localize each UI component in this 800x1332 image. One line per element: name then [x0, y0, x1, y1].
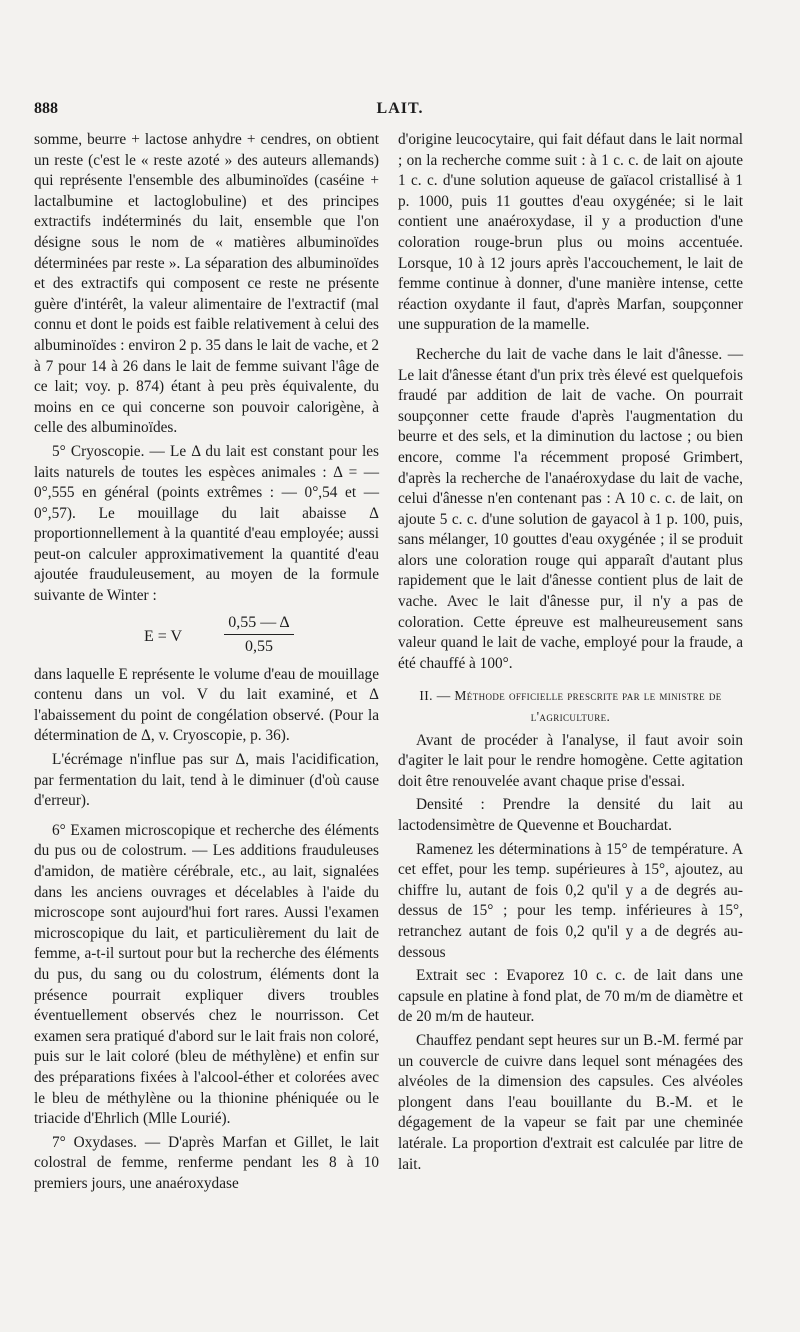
formula-lhs: E = V: [144, 627, 183, 645]
paragraph-skimming: L'écrémage n'influe pas sur Δ, mais l'acidification, par fermentation du lait, tend à le diminuer (d'où cause d'erreur).: [34, 751, 379, 810]
paragraph-microscopy: 6° Examen microscopique et recherche des éléments du pus ou de colostrum. — Les additions frauduleuses d'amidon, de matière cérébrale, etc., au lait, signalées dans les anciens ouvrages et décelables à l'aide du microscope sont aujourd'hui fort rares. Aussi l'examen microscopique du lait, et particulièrement du lait de femme, a-t-il surtout pour but la recherche des éléments du pus, du sang ou du colostrum, éléments dont la présence pourrait expliquer divers troubles éventuellement observés chez le nourrisson. Cet examen sera pratiqué d'abord sur le lait frais non coloré, puis sur le lait coloré (bleu de méthylène) et enfin sur des préparations fixées à l'alcool-éther et colorées avec le bleu de méthylène ou la thionine phéniquée ou le triacide d'Ehrlich (Mlle Lourié).: [34, 821, 379, 1128]
paragraph-donkey-milk: Recherche du lait de vache dans le lait d'ânesse. — Le lait d'ânesse étant d'un prix très élevé est quelquefois fraudé par addition de lait de vache. On pourrait soupçonner cette fraude d'après l'augmentation du beurre et des sels, et la diminution du lactose ; ou bien encore, comme l'a récemment proposé Grimbert, d'après la recherche de l'anaéroxydase du lait de vache, celui d'ânesse n'en contenant pas : A 10 c. c. de lait, on ajoute 5 c. c. d'une solution de gayacol à 1 p. 100, puis, sans mélanger, 10 gouttes d'eau oxygénée ; il se produit alors une coloration rouge qui apparaît d'autant plus rapidement que le lait d'ânesse contient plus de lait de vache. Avec le lait d'ânesse pur, il n'y a pas de coloration. Cette épreuve est malheureusement sans valeur quand le lait de vache, employé pour la fraude, a été chauffé à 100°.: [398, 345, 743, 672]
section-heading: II. — Méthode officielle prescrite par le ministre de l'agriculture.: [419, 688, 722, 725]
winter-formula: [34, 613, 379, 661]
formula-denominator: 0,55: [245, 637, 273, 655]
paragraph-temperature-correction: Ramenez les déterminations à 15° de température. A cet effet, pour les temp. supérieures à 15°, ajoutez, au chiffre lu, autant de fois 0,2 qu'il y a de degrés au-dessus de 15° ; pour les temp. inférieures à 15°, retranchez autant de fois 0,2 qu'il y a de degrés au-dessous: [398, 840, 743, 961]
page-number: 888: [34, 100, 58, 117]
left-column: [34, 130, 379, 1195]
fraction-bar: [224, 634, 294, 635]
running-head: [30, 100, 770, 122]
formula-numerator: 0,55 — Δ: [228, 613, 290, 631]
paragraph-density: Densité : Prendre la densité du lait au lactodensimètre de Quevenne et Bouchardat.: [398, 796, 743, 834]
paragraph-cryoscopy: 5° Cryoscopie. — Le Δ du lait est constant pour les laits naturels de toutes les espèces animales : Δ = — 0°,555 en général (points extrêmes : — 0°,54 et — 0°,57). Le mouillage du lait abaisse Δ proportionnellement à la quantité d'eau employée; aussi peut-on calculer approximativement la quantité d'eau ajoutée frauduleusement, au moyen de la formule suivante de Winter :: [34, 442, 379, 605]
paragraph-homogenize: Avant de procéder à l'analyse, il faut avoir soin d'agiter le lait pour le rendre homogène. Cette agitation doit être renouvelée avant chaque prise d'essai.: [398, 731, 743, 790]
right-column: [398, 130, 743, 1175]
paragraph-oxydases: 7° Oxydases. — D'après Marfan et Gillet, le lait colostral de femme, renferme pendant les 8 à 10 premiers jours, une anaéroxydase: [34, 1133, 379, 1192]
paragraph-anaeroxydase: d'origine leucocytaire, qui fait défaut dans le lait normal ; on la recherche comme suit : à 1 c. c. de lait on ajoute 1 c. c. d'une solution aqueuse de gaïacol cristallisé à 1 p. 1000, puis 11 gouttes d'eau oxygénée; si le lait contient une anaéroxydase, il y a production d'une coloration rouge-brun plus ou moins accentuée. Lorsque, 10 à 12 jours après l'accouchement, le lait de femme continue à donner, d'une manière intense, cette réaction oxydante il faut, d'après Marfan, soupçonner une suppuration de la mamelle.: [398, 131, 743, 334]
paragraph-albuminoids: somme, beurre + lactose anhydre + cendres, on obtient un reste (c'est le « reste azoté » des auteurs allemands) qui représente l'ensemble des albuminoïdes (caséine + lactalbumine et lactoglobuline) et des principes extractifs indéterminés du lait, ensemble que l'on désigne sous le nom de « matières albuminoïdes déterminées par reste ». La séparation des albuminoïdes et des extractifs qui composent ce reste ne présente guère d'intérêt, la valeur alimentaire de l'extractif (mal connu et dont le poids est faible relativement à celui des albuminoïdes : environ 2 p. 35 dans le lait de vache, et 2 à 7 pour 14 à 26 dans le lait de femme suivant l'âge de ce lait; voy. p. 874) étant à peu près équivalente, du moins en ce qui concerne son pouvoir calorigène, à celle des albuminoïdes.: [34, 131, 379, 437]
paragraph-dry-extract: Extrait sec : Evaporez 10 c. c. de lait dans une capsule en platine à fond plat, de 70 m/m de diamètre et de 20 m/m de hauteur.: [398, 967, 743, 1026]
paragraph-formula-explanation: dans laquelle E représente le volume d'eau de mouillage contenu dans un vol. V du lait examiné, et Δ l'abaissement du point de congélation observé. (Pour la détermination de Δ, v. Cryoscopie, p. 36).: [34, 665, 379, 745]
paragraph-heating: Chauffez pendant sept heures sur un B.-M. fermé par un couvercle de cuivre dans lequel sont ménagées des alvéoles de la dimension des capsules. Ces alvéoles plongent dans l'eau bouillante du B.-M. et le dégagement de la vapeur se fait par une cheminée latérale. La proportion d'extrait est calculée par litre de lait.: [398, 1031, 743, 1173]
running-title: LAIT.: [376, 100, 424, 117]
